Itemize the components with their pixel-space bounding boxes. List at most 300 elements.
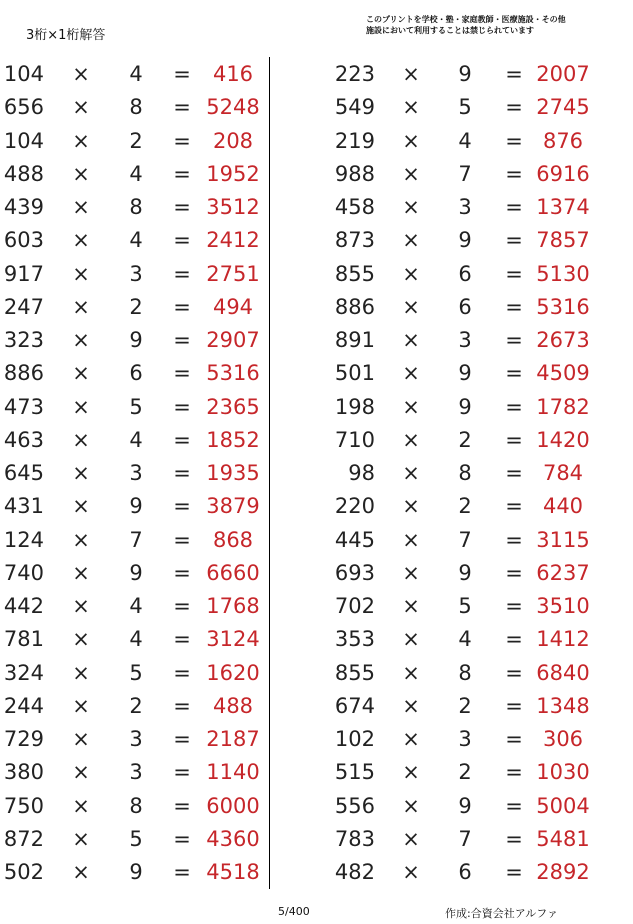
answer: 1140 [206,760,260,785]
answer: 2412 [206,228,260,253]
answer: 5316 [536,294,590,319]
equals-sign: = [505,727,523,751]
equals-sign: = [173,860,191,884]
equals-sign: = [173,594,191,618]
multiplier: 8 [458,660,472,685]
answer: 208 [212,128,254,153]
multiplicand: 783 [334,826,375,851]
page-number: 5/400 [278,905,310,918]
answer: 2751 [206,261,260,286]
multiplicand: 781 [3,627,44,652]
problem-row [330,391,600,424]
times-sign: × [72,660,90,685]
problem-row [330,224,600,257]
answer: 416 [212,62,254,86]
problem-row [0,590,270,623]
multiplier: 9 [129,560,143,585]
multiplicand: 693 [334,560,375,585]
times-sign: × [72,228,90,253]
equals-sign: = [173,361,191,386]
problem-row [0,424,270,457]
answer: 2187 [206,727,260,751]
equals-sign: = [173,95,191,120]
multiplier: 2 [458,693,472,718]
problem-row [0,490,270,523]
problem-row [0,457,270,490]
times-sign: × [72,461,90,485]
problem-row [330,590,600,623]
problem-row [0,623,270,656]
equals-sign: = [173,527,191,552]
multiplicand: 729 [3,727,44,751]
multiplier: 2 [129,693,143,718]
equals-sign: = [505,461,523,485]
problem-row [330,790,600,823]
times-sign: × [72,627,90,652]
multiplicand: 445 [334,527,375,552]
multiplicand: 104 [3,62,44,86]
equals-sign: = [173,62,191,86]
problem-row [330,557,600,590]
answer: 4509 [536,361,590,386]
multiplier: 4 [129,62,143,86]
equals-sign: = [505,128,523,153]
equals-sign: = [173,793,191,818]
multiplicand: 442 [3,594,44,618]
worksheet-title: 3桁×1桁解答 [26,28,106,43]
equals-sign: = [505,660,523,685]
answer: 3115 [536,527,590,552]
answer: 3124 [206,627,260,652]
problem-row [330,424,600,457]
multiplicand: 872 [3,826,44,851]
equals-sign: = [173,727,191,751]
multiplier: 6 [129,361,143,386]
multiplier: 2 [129,128,143,153]
answer: 1412 [536,627,590,652]
multiplicand: 645 [3,461,44,485]
multiplier: 5 [458,95,472,120]
times-sign: × [72,793,90,818]
answer: 2673 [536,328,590,352]
times-sign: × [402,294,420,319]
answer: 5130 [536,261,590,286]
problem-row [330,125,600,158]
answer: 494 [212,294,254,319]
answer: 3512 [206,195,260,219]
problem-row [0,823,270,856]
answer: 1030 [536,760,590,785]
times-sign: × [402,427,420,452]
times-sign: × [72,727,90,751]
equals-sign: = [505,261,523,286]
problem-row [0,258,270,291]
times-sign: × [72,693,90,718]
times-sign: × [72,128,90,153]
equals-sign: = [173,161,191,186]
multiplier: 9 [458,793,472,818]
times-sign: × [402,660,420,685]
equals-sign: = [505,95,523,120]
problem-row [330,490,600,523]
answer: 1952 [206,161,260,186]
multiplier: 8 [129,95,143,120]
equals-sign: = [173,261,191,286]
multiplier: 4 [129,161,143,186]
equals-sign: = [173,560,191,585]
problem-row [0,391,270,424]
times-sign: × [72,195,90,219]
equals-sign: = [173,128,191,153]
multiplicand: 324 [3,660,44,685]
problem-row [330,723,600,756]
multiplicand: 674 [334,693,375,718]
times-sign: × [402,627,420,652]
problem-row [330,623,600,656]
multiplicand: 855 [334,660,375,685]
times-sign: × [402,95,420,120]
multiplier: 2 [458,427,472,452]
equals-sign: = [173,660,191,685]
multiplier: 4 [129,427,143,452]
problem-row [0,723,270,756]
multiplier: 3 [129,727,143,751]
multiplier: 2 [129,294,143,319]
left-problem-column [0,58,270,889]
multiplicand: 501 [334,361,375,386]
multiplicand: 219 [334,128,375,153]
answer: 7857 [536,228,590,253]
answer: 2007 [536,62,590,86]
problem-row [0,557,270,590]
multiplicand: 873 [334,228,375,253]
multiplier: 9 [129,328,143,352]
multiplicand: 488 [3,161,44,186]
equals-sign: = [173,760,191,785]
times-sign: × [72,494,90,519]
answer: 876 [542,128,584,153]
multiplicand: 855 [334,261,375,286]
problem-row [330,823,600,856]
times-sign: × [72,860,90,884]
multiplicand: 124 [3,527,44,552]
problem-row [0,524,270,557]
equals-sign: = [505,427,523,452]
multiplier: 2 [458,494,472,519]
problem-row [330,524,600,557]
problem-row [330,191,600,224]
answer: 5481 [536,826,590,851]
answer: 6237 [536,560,590,585]
answer: 1768 [206,594,260,618]
equals-sign: = [505,760,523,785]
problem-row [330,324,600,357]
multiplicand: 515 [334,760,375,785]
times-sign: × [72,760,90,785]
equals-sign: = [173,494,191,519]
equals-sign: = [173,461,191,485]
answer: 306 [542,727,584,751]
times-sign: × [402,793,420,818]
multiplicand: 482 [334,860,375,884]
answer: 440 [542,494,584,519]
multiplicand: 353 [334,627,375,652]
answer: 2365 [206,394,260,419]
multiplicand: 740 [3,560,44,585]
problem-row [330,690,600,723]
answer: 5248 [206,95,260,120]
equals-sign: = [173,228,191,253]
multiplicand: 886 [3,361,44,386]
problem-row [0,324,270,357]
problem-row [0,756,270,789]
times-sign: × [72,527,90,552]
equals-sign: = [173,394,191,419]
problem-row [0,657,270,690]
answer: 6660 [206,560,260,585]
times-sign: × [402,693,420,718]
times-sign: × [402,594,420,618]
equals-sign: = [505,527,523,552]
equals-sign: = [505,860,523,884]
multiplier: 4 [129,594,143,618]
multiplier: 8 [129,793,143,818]
multiplicand: 750 [3,793,44,818]
equals-sign: = [505,826,523,851]
multiplier: 9 [458,62,472,86]
equals-sign: = [505,793,523,818]
problem-row [0,191,270,224]
answer: 868 [212,527,254,552]
equals-sign: = [505,228,523,253]
multiplier: 6 [458,860,472,884]
answer: 784 [542,461,584,485]
multiplicand: 220 [334,494,375,519]
multiplicand: 917 [3,261,44,286]
times-sign: × [402,161,420,186]
multiplier: 4 [129,228,143,253]
usage-notice-line-2: 施設において利用することは禁じられています [366,26,534,35]
times-sign: × [402,560,420,585]
problem-row [0,856,270,889]
answer: 1620 [206,660,260,685]
answer: 1348 [536,693,590,718]
multiplier: 8 [458,461,472,485]
multiplicand: 549 [334,95,375,120]
answer: 1852 [206,427,260,452]
multiplier: 9 [458,361,472,386]
times-sign: × [72,261,90,286]
times-sign: × [402,461,420,485]
answer: 5004 [536,793,590,818]
multiplier: 3 [458,328,472,352]
problem-row [0,125,270,158]
multiplier: 2 [458,760,472,785]
times-sign: × [402,727,420,751]
times-sign: × [72,294,90,319]
multiplier: 9 [129,860,143,884]
multiplicand: 244 [3,693,44,718]
problem-row [330,291,600,324]
answer: 1420 [536,427,590,452]
answer: 2907 [206,328,260,352]
times-sign: × [72,161,90,186]
multiplicand: 323 [3,328,44,352]
multiplicand: 102 [334,727,375,751]
answer: 488 [212,693,254,718]
multiplier: 8 [129,195,143,219]
answer: 6916 [536,161,590,186]
equals-sign: = [505,394,523,419]
equals-sign: = [505,161,523,186]
multiplicand: 710 [334,427,375,452]
times-sign: × [72,95,90,120]
problem-row [0,91,270,124]
column-divider [269,57,270,889]
times-sign: × [72,826,90,851]
multiplier: 9 [458,394,472,419]
right-problem-column [330,58,600,889]
answer: 1782 [536,394,590,419]
times-sign: × [402,527,420,552]
multiplier: 9 [458,228,472,253]
answer: 5316 [206,361,260,386]
usage-notice-line-1: このプリントを学校・塾・家庭教師・医療施設・その他 [366,15,566,24]
problem-row [0,58,270,91]
multiplier: 4 [129,627,143,652]
equals-sign: = [173,328,191,352]
times-sign: × [402,195,420,219]
problem-row [330,357,600,390]
answer: 2892 [536,860,590,884]
times-sign: × [402,760,420,785]
equals-sign: = [505,195,523,219]
multiplier: 3 [458,727,472,751]
equals-sign: = [173,627,191,652]
times-sign: × [402,228,420,253]
problem-row [330,258,600,291]
multiplicand: 431 [3,494,44,519]
multiplier: 5 [129,394,143,419]
times-sign: × [402,826,420,851]
times-sign: × [72,427,90,452]
problem-row [330,58,600,91]
times-sign: × [402,62,420,86]
usage-notice [366,14,628,36]
equals-sign: = [505,328,523,352]
multiplier: 5 [129,660,143,685]
problem-row [0,357,270,390]
multiplier: 7 [458,161,472,186]
equals-sign: = [505,693,523,718]
multiplicand: 458 [334,195,375,219]
times-sign: × [72,594,90,618]
multiplier: 3 [129,461,143,485]
equals-sign: = [173,826,191,851]
multiplicand: 98 [348,461,375,485]
multiplier: 5 [458,594,472,618]
multiplicand: 104 [3,128,44,153]
problem-row [330,91,600,124]
times-sign: × [402,394,420,419]
answer: 4518 [206,860,260,884]
answer: 1374 [536,195,590,219]
multiplicand: 656 [3,95,44,120]
equals-sign: = [173,427,191,452]
problem-row [330,457,600,490]
multiplicand: 473 [3,394,44,419]
multiplicand: 702 [334,594,375,618]
times-sign: × [72,328,90,352]
equals-sign: = [505,62,523,86]
multiplicand: 439 [3,195,44,219]
answer: 6840 [536,660,590,685]
times-sign: × [402,361,420,386]
equals-sign: = [505,361,523,386]
problem-row [0,224,270,257]
problem-row [0,291,270,324]
multiplier: 3 [129,261,143,286]
multiplier: 6 [458,294,472,319]
multiplicand: 891 [334,328,375,352]
times-sign: × [72,394,90,419]
answer: 4360 [206,826,260,851]
answer: 3879 [206,494,260,519]
multiplicand: 988 [334,161,375,186]
times-sign: × [402,494,420,519]
equals-sign: = [505,494,523,519]
problem-row [0,690,270,723]
multiplicand: 886 [334,294,375,319]
multiplier: 9 [458,560,472,585]
times-sign: × [402,860,420,884]
problem-row [330,657,600,690]
multiplicand: 603 [3,228,44,253]
multiplier: 7 [129,527,143,552]
times-sign: × [402,128,420,153]
times-sign: × [72,62,90,86]
answer: 2745 [536,95,590,120]
multiplier: 7 [458,826,472,851]
multiplicand: 502 [3,860,44,884]
equals-sign: = [505,594,523,618]
times-sign: × [402,328,420,352]
problem-row [0,158,270,191]
times-sign: × [72,560,90,585]
equals-sign: = [173,195,191,219]
times-sign: × [402,261,420,286]
problem-row [330,856,600,889]
multiplicand: 247 [3,294,44,319]
problem-row [330,756,600,789]
multiplicand: 463 [3,427,44,452]
multiplier: 4 [458,128,472,153]
multiplier: 3 [458,195,472,219]
answer: 1935 [206,461,260,485]
author-credit: 作成:合資会社アルファ [445,907,559,920]
answer: 3510 [536,594,590,618]
multiplier: 5 [129,826,143,851]
equals-sign: = [505,560,523,585]
multiplier: 4 [458,627,472,652]
problem-row [0,790,270,823]
multiplier: 3 [129,760,143,785]
multiplicand: 223 [334,62,375,86]
multiplier: 6 [458,261,472,286]
equals-sign: = [173,693,191,718]
multiplicand: 380 [3,760,44,785]
multiplicand: 198 [334,394,375,419]
